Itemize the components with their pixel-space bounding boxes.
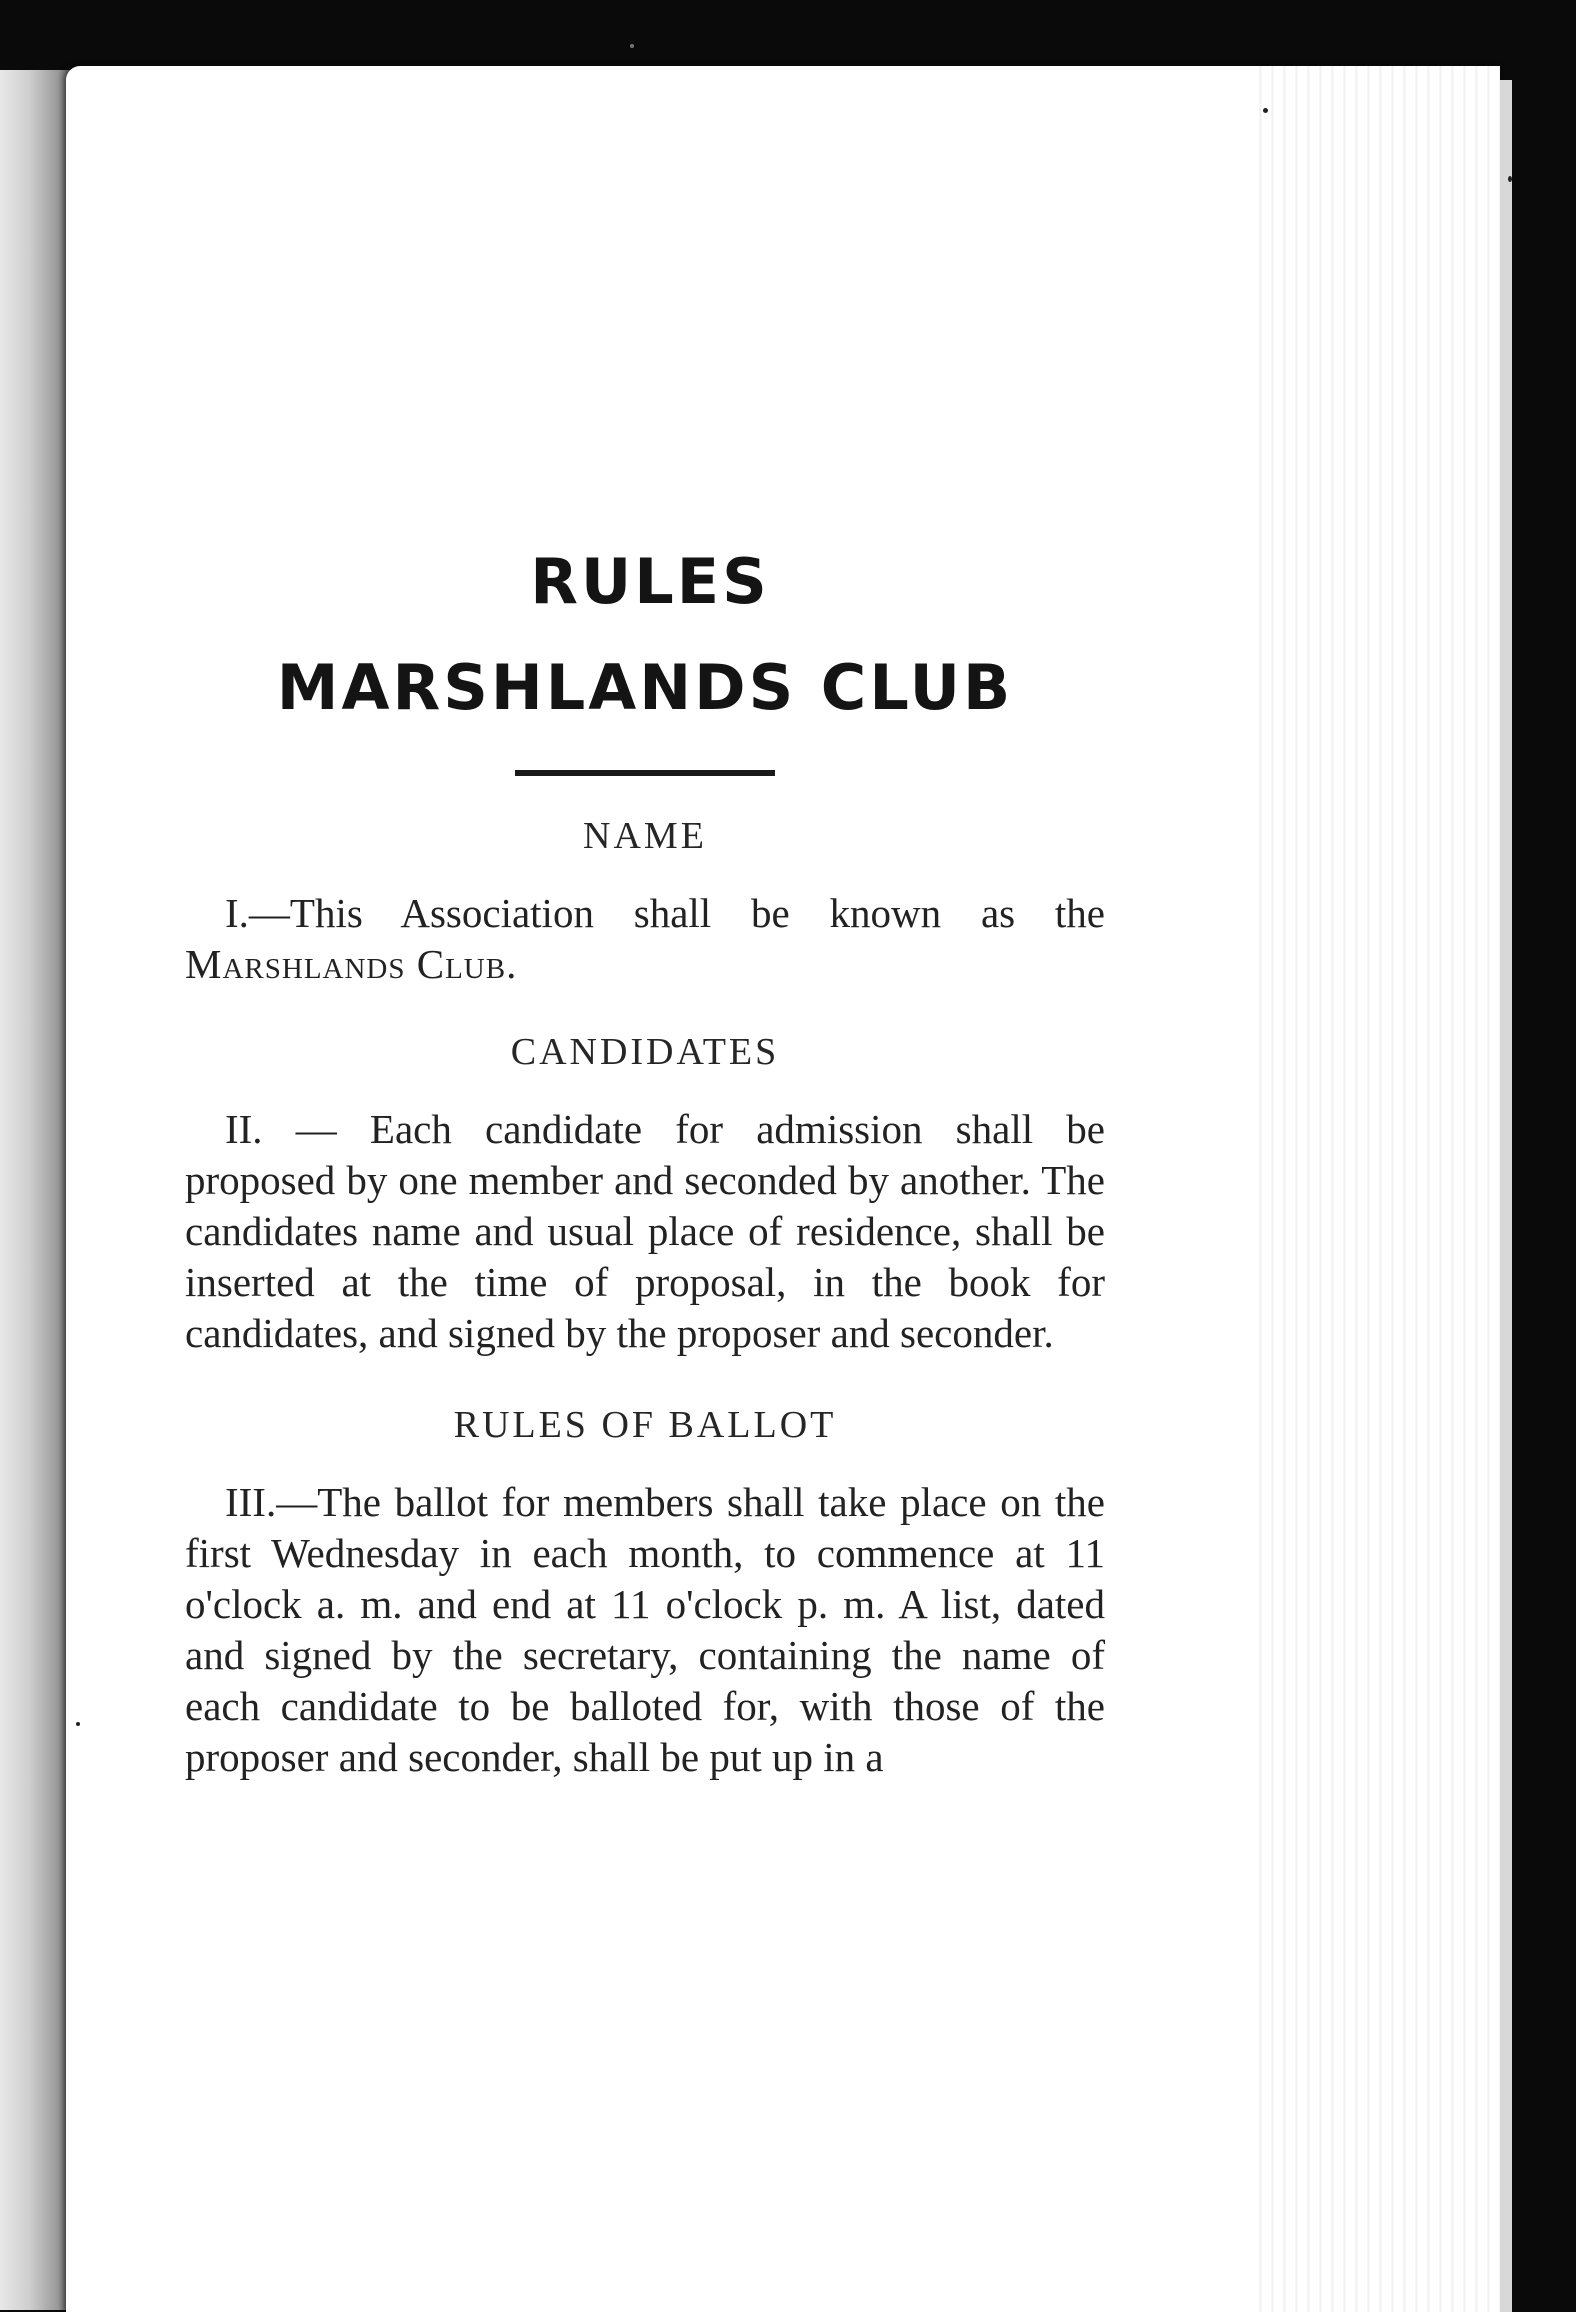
page-stack-edges — [1250, 66, 1500, 2312]
scan-speck — [630, 44, 634, 48]
title-line-rules: RULES — [530, 545, 770, 618]
section-heading-candidates: CANDIDATES — [510, 1031, 780, 1073]
rule-paragraph-name — [185, 888, 1105, 990]
rule-text-end: . — [506, 941, 517, 987]
scan-speck — [1263, 108, 1268, 113]
rule-text: Each candidate for admission shall be proposed by one member and seconded by another. The candidates name and usual place of residence, shall be inserted at the time of proposal, in the book for candidates, and signed by the proposer and seconder. — [185, 1106, 1105, 1356]
title-line-club: MARSHLANDS CLUB — [276, 651, 1014, 724]
section-heading-ballot: RULES OF BALLOT — [453, 1404, 837, 1446]
rule-text: This Association shall be known as the — [289, 890, 1105, 936]
rule-paragraph-candidates — [185, 1104, 1105, 1359]
rule-number: II. — — [225, 1106, 370, 1152]
right-book-edge — [1500, 80, 1512, 2312]
rule-number: I.— — [225, 890, 290, 936]
page-title — [185, 540, 1105, 730]
rule-number: III.— — [225, 1479, 318, 1525]
title-divider — [515, 770, 775, 776]
page-content — [185, 540, 1105, 1783]
rule-text: The ballot for members shall take place on the first Wednesday in each month, to commence at 11 o'clock a. m. and end at 11 o'clock p. m. A list, dated and signed by the secretary, containing the name of each candidate to be balloted for, with those of the proposer and seconder, shall be put up in a — [185, 1479, 1105, 1780]
rule-paragraph-ballot — [185, 1477, 1105, 1783]
scan-speck — [76, 1722, 80, 1726]
scan-speck — [1508, 176, 1512, 182]
section-heading-name: NAME — [583, 815, 707, 857]
left-page-edge — [0, 70, 72, 2310]
club-name: Marshlands Club — [185, 941, 507, 987]
